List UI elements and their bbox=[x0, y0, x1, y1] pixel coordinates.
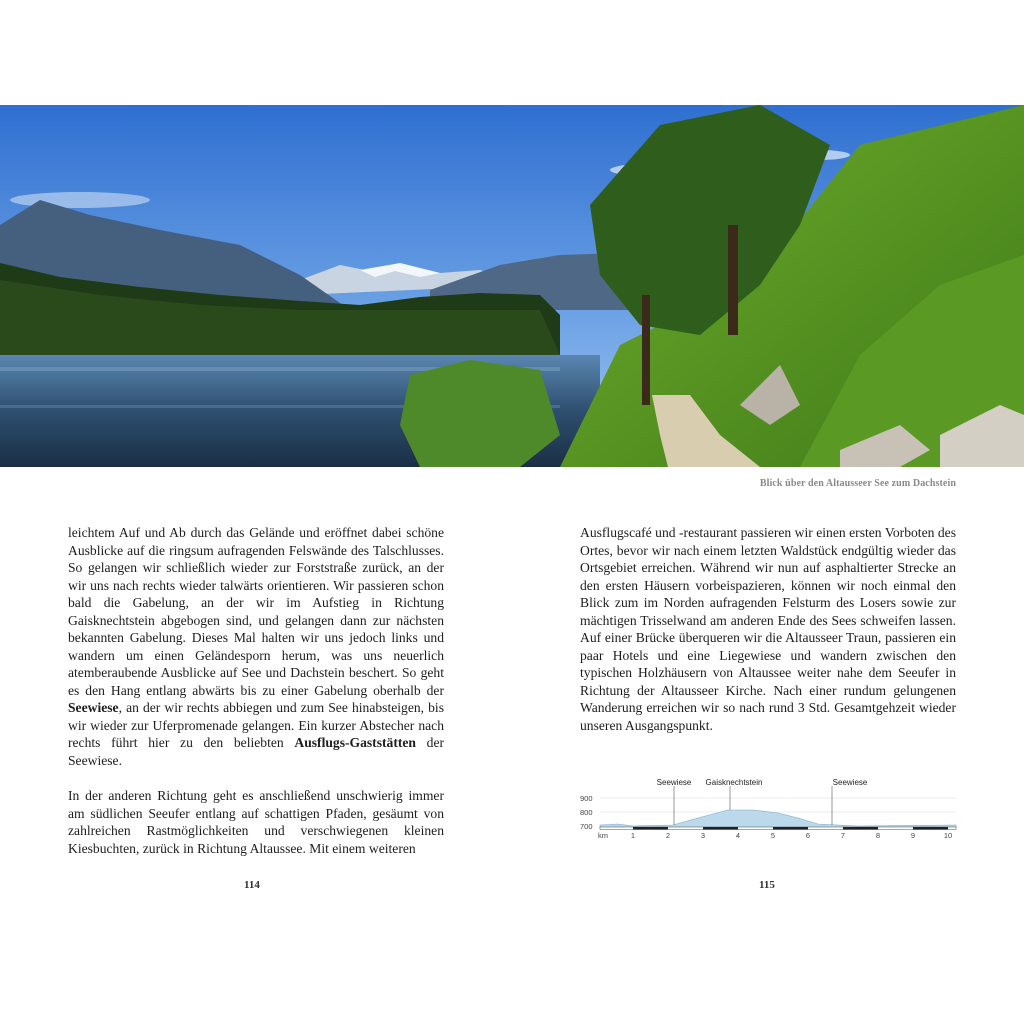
x-tick: 1 bbox=[630, 831, 636, 840]
y-tick: 800 bbox=[580, 808, 593, 817]
waypoint-label-seewiese: Seewiese bbox=[832, 778, 868, 787]
elevation-profile bbox=[578, 772, 958, 842]
elevation-area bbox=[600, 810, 956, 828]
x-tick: 9 bbox=[910, 831, 916, 840]
x-tick: 8 bbox=[875, 831, 881, 840]
x-ticks bbox=[631, 831, 952, 840]
x-tick: 6 bbox=[805, 831, 811, 840]
x-tick: 2 bbox=[665, 831, 671, 840]
paragraph: In der anderen Richtung geht es anschließend unschwierig immer am südlichen Seeufer entlang auf schattigen Pfaden, gesäumt von zahlreichen Rastmöglichkeiten und verschwiegenen kleinen Kiesbuchten, zurück in Richtung Altaussee. Mit einem weiteren bbox=[68, 788, 444, 856]
right-page-text bbox=[580, 524, 956, 752]
paragraph: leichtem Auf und Ab durch das Gelände und eröffnet dabei schöne Ausblicke auf die ringsum aufragenden Felswände des Talschlusses. So gelangen wir schließlich wieder zur Forststraße zurück, an der wir uns nach rechts wieder talwärts orientieren. Wir passieren schon bald die Gabelung, an der wir im Aufstieg in Richtung Gaisknechtstein abgebogen sind, und gelangen dann zur nächsten bekannten Gabelung. Dieses Mal halten wir uns jedoch links und wandern um einen Geländesporn herum, was uns neuerlich atemberaubende Ausblicke auf See und Dachstein beschert. So geht es den Hang entlang abwärts bis zu einer Gabelung oberhalb der Seewiese, an der wir rechts abbiegen und zum See hinabsteigen, bis wir wieder zur Uferpromenade gelangen. Ein kurzer Abstecher nach rechts führt hier zu den beliebten Ausflugs-Gaststätten der Seewiese. bbox=[68, 525, 445, 768]
x-tick: 4 bbox=[735, 831, 741, 840]
photo-caption: Blick über den Altausseer See zum Dachstein bbox=[759, 478, 956, 489]
waypoint-label-seewiese: Seewiese bbox=[656, 778, 692, 787]
left-page-text bbox=[68, 524, 444, 875]
x-tick: 5 bbox=[770, 831, 776, 840]
page-number-left: 114 bbox=[244, 879, 260, 891]
y-tick: 700 bbox=[580, 822, 593, 831]
paragraph: Ausflugscafé und -restaurant passieren wir einen ersten Vorboten des Ortes, bevor wir nach einem letzten Waldstück endgültig wieder das Ortsgebiet erreichen. Während wir nun auf asphaltierter Strecke an den ersten Häusern vorbeispazieren, können wir noch einmal den Blick zum im Norden aufragenden Felsturm des Losers sowie zur mächtigen Trisselwand am anderen Ende des Sees schweifen lassen. Auf einer Brücke überqueren wir die Altausseer Traun, passieren ein paar Hotels und eine Liegewiese und wandern zwischen den typischen Holzhäusern von Altaussee weiter nahe dem Seeufer in Richtung der Altausseer Kirche. Nach einer rundum gelungenen Wanderung erreichen wir so nach rund 3 Std. Gesamtgehzeit wieder unseren Ausgangspunkt. bbox=[580, 525, 956, 733]
y-tick: 900 bbox=[580, 794, 593, 803]
panorama-photo bbox=[0, 105, 1024, 467]
x-tick: 10 bbox=[943, 831, 953, 840]
x-unit-label: km bbox=[598, 831, 608, 840]
x-tick: 3 bbox=[700, 831, 706, 840]
page-number-right: 115 bbox=[759, 879, 775, 891]
bold-term-gaststaetten: Ausflugs-Gaststätten bbox=[294, 735, 416, 750]
bold-term-seewiese: Seewiese bbox=[68, 700, 119, 715]
x-tick: 7 bbox=[840, 831, 846, 840]
waypoint-label-gaisknechtstein: Gaisknechtstein bbox=[705, 778, 763, 787]
